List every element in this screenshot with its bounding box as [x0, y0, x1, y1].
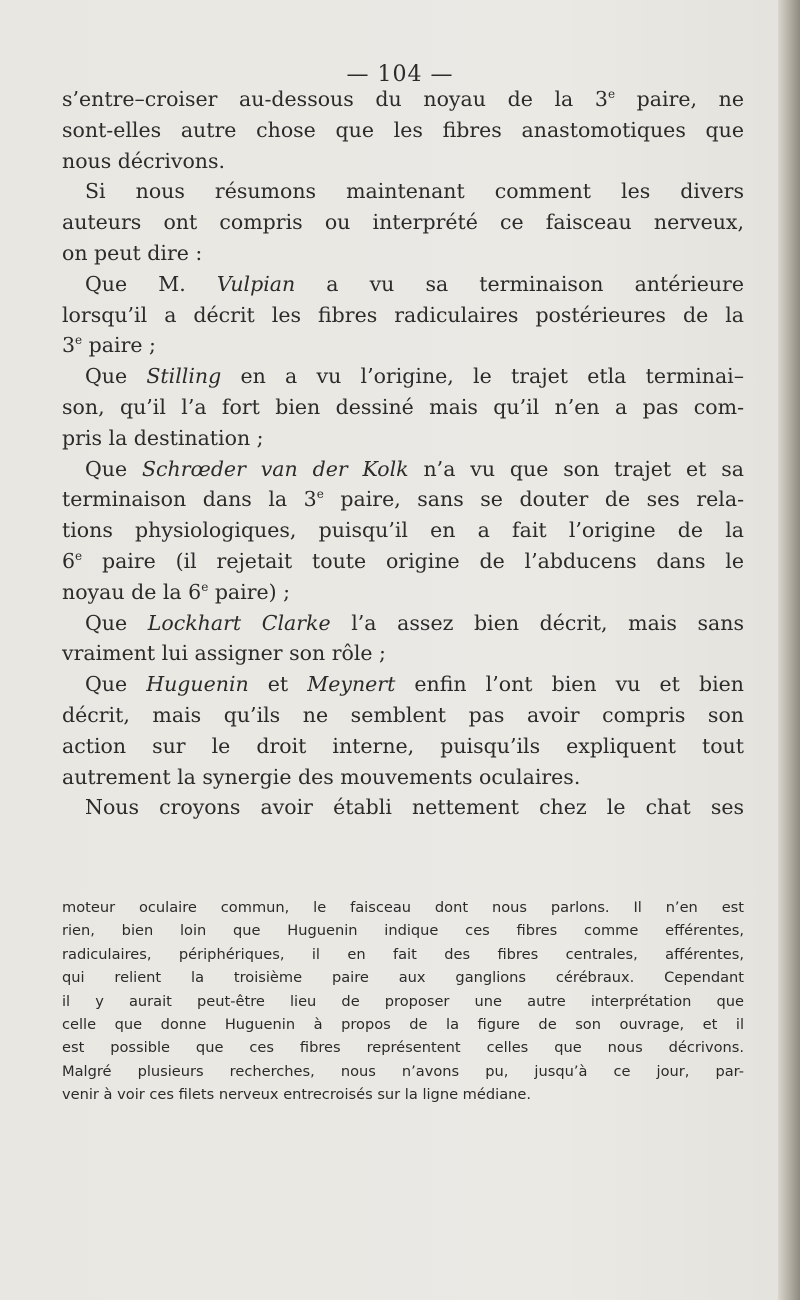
text-line: tions physiologiques, puisqu’il en a fait l’origine de la	[62, 518, 744, 543]
footnote-line: Malgré plusieurs recherches, nous n’avons pu, jusqu’à ce jour, par-	[62, 1062, 744, 1080]
text-line: Que Stilling en a vu l’origine, le trajet etla terminai–	[85, 364, 744, 389]
text-line: on peut dire :	[62, 240, 203, 265]
page-number: — 104 —	[346, 62, 454, 87]
text-line: s’entre–croiser au-dessous du noyau de la 3e paire, ne	[62, 87, 745, 111]
text-line: lorsqu’il a décrit les fibres radiculaires postérieures de la	[62, 302, 744, 327]
text-line: auteurs ont compris ou interprété ce faisceau nerveux,	[62, 210, 744, 235]
footnote-line: il y aurait peut-être lieu de proposer une autre interprétation que	[62, 992, 744, 1010]
paragraph	[62, 792, 744, 823]
text-line: Nous croyons avoir établi nettement chez le chat ses	[85, 795, 744, 820]
footnote-line: moteur oculaire commun, le faisceau dont nous parlons. Il n’en est	[62, 899, 744, 916]
paragraph	[62, 454, 744, 608]
footnote-line: radiculaires, périphériques, il en fait des fibres centrales, afférentes,	[62, 945, 744, 963]
text-line: pris la destination ;	[62, 425, 264, 450]
text-line: action sur le droit interne, puisqu’ils expliquent tout	[62, 733, 744, 758]
text-line: son, qu’il l’a fort bien dessiné mais qu’il n’en a pas com-	[62, 394, 744, 419]
paragraph	[62, 176, 744, 268]
paragraph	[62, 608, 744, 670]
text-line: décrit, mais qu’ils ne semblent pas avoir compris son	[62, 702, 744, 727]
paragraph	[62, 269, 744, 361]
text-line: Que M. Vulpian a vu sa terminaison antérieure	[85, 271, 744, 296]
text-line: Que Lockhart Clarke l’a assez bien décrit, mais sans	[85, 610, 745, 635]
text-line: Si nous résumons maintenant comment les divers	[85, 179, 744, 204]
text-line: sont-elles autre chose que les fibres anastomotiques que	[62, 117, 744, 142]
text-line: nous décrivons.	[62, 148, 226, 173]
text-line: noyau de la 6e paire) ;	[62, 579, 291, 604]
footnote	[62, 896, 744, 1107]
footnote-line: rien, bien loin que Huguenin indique ces fibres comme efférentes,	[62, 922, 744, 940]
text-line: terminaison dans la 3e paire, sans se douter de ses rela-	[62, 487, 745, 512]
text-line: 3e paire ;	[62, 333, 156, 358]
paragraph	[62, 361, 744, 453]
footnote-line: venir à voir ces filets nerveux entrecroisés sur la ligne médiane.	[62, 1086, 532, 1104]
footnote-line: celle que donne Huguenin à propos de la figure de son ouvrage, et il	[62, 1016, 744, 1034]
paragraph	[62, 669, 744, 792]
paragraph	[62, 84, 744, 176]
text-line: autrement la synergie des mouvements oculaires.	[62, 764, 581, 789]
text-line: vraiment lui assigner son rôle ;	[62, 641, 386, 666]
text-line: Que Huguenin et Meynert enfin l’ont bien vu et bien	[85, 672, 744, 697]
page-edge	[778, 0, 800, 1300]
text-line: Que Schrœder van der Kolk n’a vu que son trajet et sa	[85, 456, 744, 481]
footnote-line: est possible que ces fibres représentent celles que nous décrivons.	[62, 1039, 744, 1057]
footnote-line: qui relient la troisième paire aux ganglions cérébraux. Cependant	[62, 969, 744, 987]
text-line: 6e paire (il rejetait toute origine de l’abducens dans le	[62, 548, 744, 573]
main-text	[62, 84, 744, 823]
